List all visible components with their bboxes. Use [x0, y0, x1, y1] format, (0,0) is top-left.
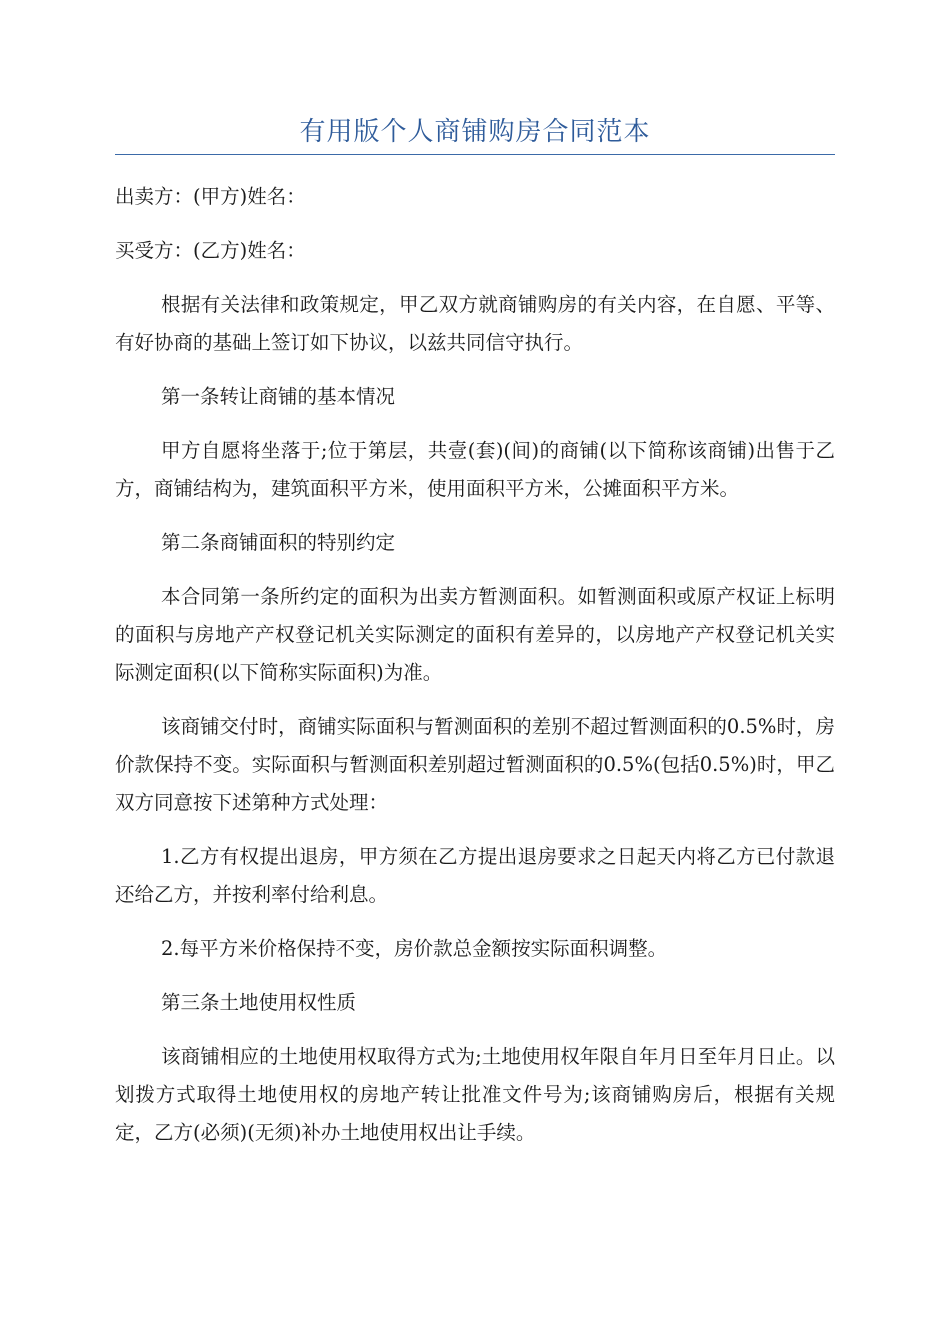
title-underline [115, 154, 835, 155]
document-title: 有用版个人商铺购房合同范本 [299, 117, 651, 147]
article-2-paragraph-1: 本合同第一条所约定的面积为出卖方暂测面积。如暂测面积或原产权证上标明的面积与房地产产权登记机关实际测定的面积有差异的，以房地产产权登记机关实际测定面积(以下简称实际面积)为准。 [115, 585, 835, 684]
seller-line: 出卖方：(甲方)姓名： [115, 185, 306, 208]
buyer-line: 买受方：(乙方)姓名： [115, 239, 306, 262]
article-3-paragraph: 该商铺相应的土地使用权取得方式为;土地使用权年限自年月日至年月日止。以划拨方式取得土地使用权的房地产转让批准文件号为;该商铺购房后，根据有关规定，乙方(必须)(无须)补办土地使用权出让手续。 [115, 1045, 835, 1144]
article-3-heading: 第三条土地使用权性质 [161, 991, 357, 1014]
article-2-option-1: 1.乙方有权提出退房，甲方须在乙方提出退房要求之日起天内将乙方已付款退还给乙方，并按利率付给利息。 [115, 845, 835, 906]
article-1-heading: 第一条转让商铺的基本情况 [161, 385, 396, 408]
article-2-paragraph-2: 该商铺交付时，商铺实际面积与暂测面积的差别不超过暂测面积的0.5%时，房价款保持不变。实际面积与暂测面积差别超过暂测面积的0.5%(包括0.5%)时，甲乙双方同意按下述第种方式处理： [115, 715, 835, 814]
document-body [115, 178, 835, 1168]
article-1-paragraph: 甲方自愿将坐落于;位于第层，共壹(套)(间)的商铺(以下简称该商铺)出售于乙方，商铺结构为，建筑面积平方米，使用面积平方米，公摊面积平方米。 [115, 439, 835, 500]
article-2-heading: 第二条商铺面积的特别约定 [161, 531, 396, 554]
article-2-option-2: 2.每平方米价格保持不变，房价款总金额按实际面积调整。 [161, 937, 668, 960]
preamble-paragraph: 根据有关法律和政策规定，甲乙双方就商铺购房的有关内容，在自愿、平等、有好协商的基础上签订如下协议，以兹共同信守执行。 [115, 293, 835, 354]
